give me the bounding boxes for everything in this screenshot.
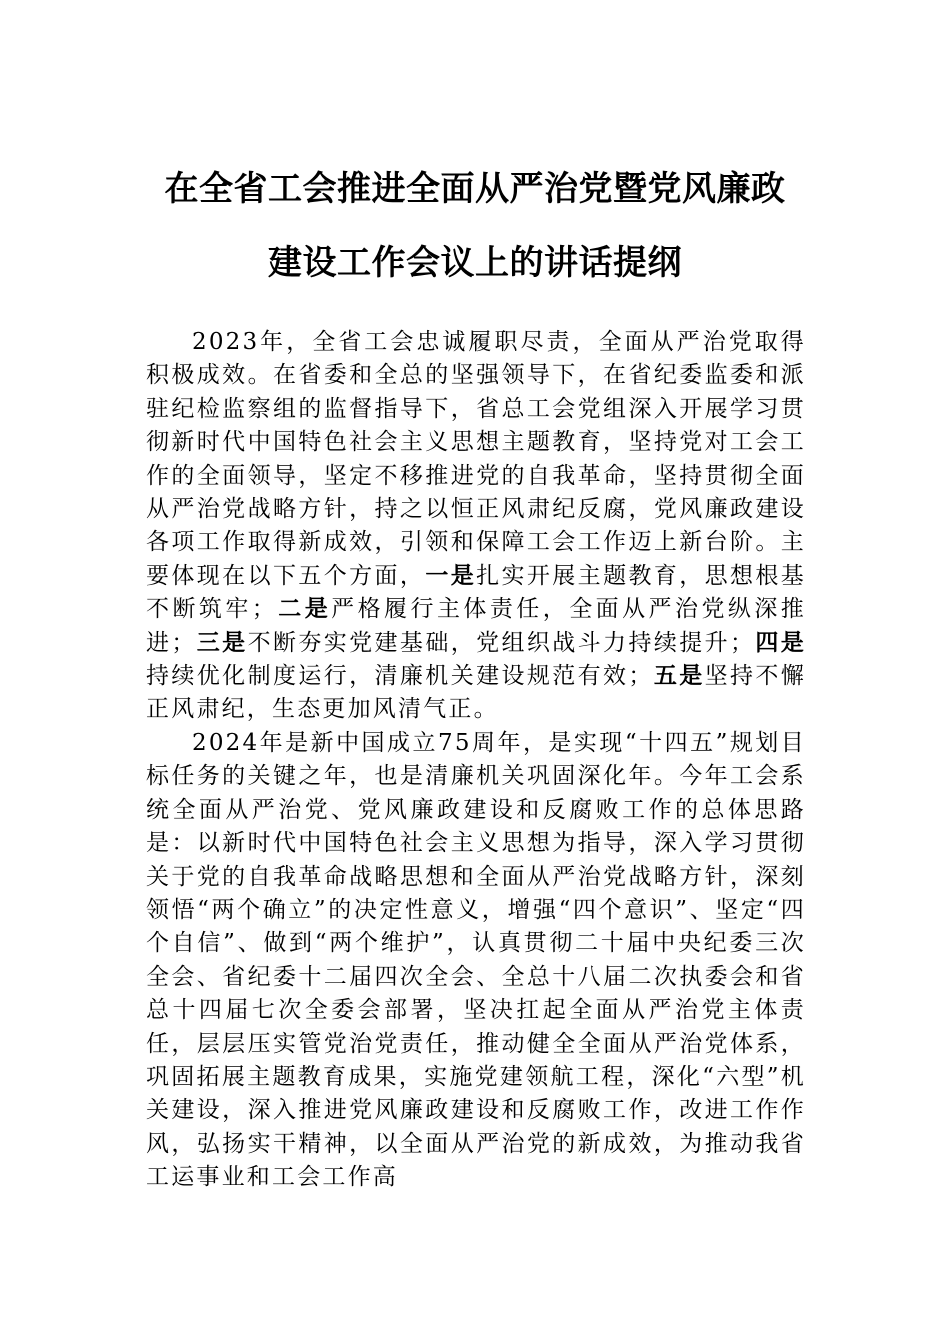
paragraph-1 bbox=[146, 326, 806, 727]
item-5-label: 五是 bbox=[653, 663, 705, 690]
title-line-2: 建设工作会议上的讲话提纲 bbox=[268, 243, 682, 283]
item-5-text: 坚持不懈正风肃纪，生态更加风清气正。 bbox=[146, 663, 806, 723]
paragraph-1-intro: 2023年，全省工会忠诚履职尽责，全面从严治党取得积极成效。在省委和全总的坚强领导下，在省纪委监委和派驻纪检监察组的监督指导下，省总工会党组深入开展学习贯彻新时代中国特色社会主义思想主题教育，坚持党对工会工作的全面领导，坚定不移推进党的自我革命，坚持贯彻全面从严治党战略方针，持之以恒正风肃纪反腐，党风廉政建设各项工作取得新成效，引领和保障工会工作迈上新台阶。主要体现在以下五个方面， bbox=[146, 329, 806, 589]
item-2-text: 严格履行主体责任，全面从严治党纵深推进； bbox=[146, 596, 806, 656]
item-1-label: 一是 bbox=[425, 562, 477, 589]
item-4-text: 持续优化制度运行，清廉机关建设规范有效； bbox=[146, 663, 654, 690]
document-title bbox=[120, 152, 830, 300]
item-3-label: 三是 bbox=[196, 629, 248, 656]
title-line-1: 在全省工会推进全面从严治党暨党风廉政 bbox=[164, 169, 786, 209]
paragraph-2: 2024年是新中国成立75周年，是实现“十四五”规划目标任务的关键之年，也是清廉机关巩固深化年。今年工会系统全面从严治党、党风廉政建设和反腐败工作的总体思路是：以新时代中国特色社会主义思想为指导，深入学习贯彻关于党的自我革命战略思想和全面从严治党战略方针，深刻领悟“两个确立”的决定性意义，增强“四个意识”、坚定“四个自信”、做到“两个维护”，认真贯彻二十届中央纪委三次全会、省纪委十二届四次全会、全总十八届二次执委会和省总十四届七次全委会部署，坚决扛起全面从严治党主体责任，层层压实管党治党责任，推动健全全面从严治党体系，巩固拓展主题教育成果，实施党建领航工程，深化“六型”机关建设，深入推进党风廉政建设和反腐败工作，改进工作作风，弘扬实干精神，以全面从严治党的新成效，为推动我省工运事业和工会工作高 bbox=[146, 729, 806, 1191]
document-body bbox=[146, 326, 806, 1195]
item-3-text: 不断夯实党建基础，党组织战斗力持续提升； bbox=[247, 629, 756, 656]
item-1-text: 扎实开展主题教育，思想根基不断筑牢； bbox=[146, 562, 807, 623]
item-2-label: 二是 bbox=[277, 596, 332, 623]
item-4-label: 四是 bbox=[755, 629, 807, 656]
